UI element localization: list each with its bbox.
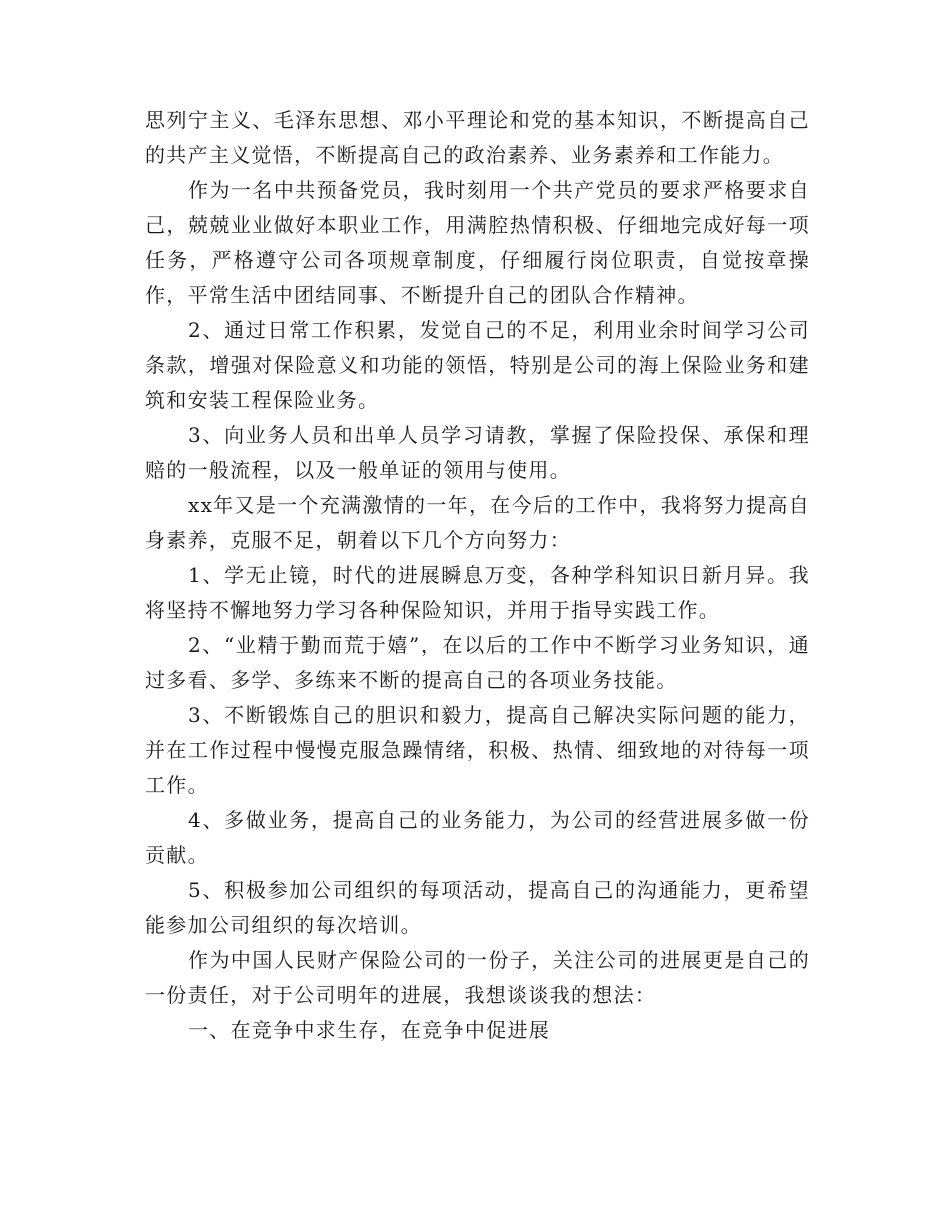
document-body <box>145 103 810 1048</box>
paragraph-goal-3: 3、不断锻炼自己的胆识和毅力，提高自己解决实际问题的能力，并在工作过程中慢慢克服急躁情绪，积极、热情、细致地的对待每一项工作。 <box>145 703 810 797</box>
paragraph-point-3-learn: 3、向业务人员和出单人员学习请教，掌握了保险投保、承保和理赔的一般流程，以及一般单证的领用与使用。 <box>145 423 810 482</box>
paragraph-party-member: 作为一名中共预备党员，我时刻用一个共产党员的要求严格要求自己，兢兢业业做好本职业工作，用满腔热情积极、仔细地完成好每一项任务，严格遵守公司各项规章制度，仔细履行岗位职责，自觉按章操作，平常生活中团结同事、不断提升自己的团队合作精神。 <box>145 178 810 307</box>
paragraph-continued: 思列宁主义、毛泽东思想、邓小平理论和党的基本知识，不断提高自己的共产主义觉悟，不断提高自己的政治素养、业务素养和工作能力。 <box>145 108 810 167</box>
paragraph-goal-5: 5、积极参加公司组织的每项活动，提高自己的沟通能力，更希望能参加公司组织的每次培训。 <box>145 878 810 937</box>
section-heading-competition: 一、在竞争中求生存，在竞争中促进展 <box>188 1018 551 1042</box>
paragraph-goal-1: 1、学无止镜，时代的进展瞬息万变，各种学科知识日新月异。我将坚持不懈地努力学习各种保险知识，并用于指导实践工作。 <box>145 563 810 622</box>
paragraph-goal-4: 4、多做业务，提高自己的业务能力，为公司的经营进展多做一份贡献。 <box>145 808 810 867</box>
paragraph-goal-2: 2、“业精于勤而荒于嬉”，在以后的工作中不断学习业务知识，通过多看、多学、多练来不断的提高自己的各项业务技能。 <box>145 633 810 692</box>
paragraph-company-thoughts: 作为中国人民财产保险公司的一份子，关注公司的进展更是自己的一份责任，对于公司明年的进展，我想谈谈我的想法： <box>145 948 810 1007</box>
paragraph-point-2-study: 2、通过日常工作积累，发觉自己的不足，利用业余时间学习公司条款，增强对保险意义和功能的领悟，特别是公司的海上保险业务和建筑和安装工程保险业务。 <box>145 318 810 412</box>
paragraph-new-year: xx年又是一个充满激情的一年，在今后的工作中，我将努力提高自身素养，克服不足，朝着以下几个方向努力： <box>145 493 810 552</box>
